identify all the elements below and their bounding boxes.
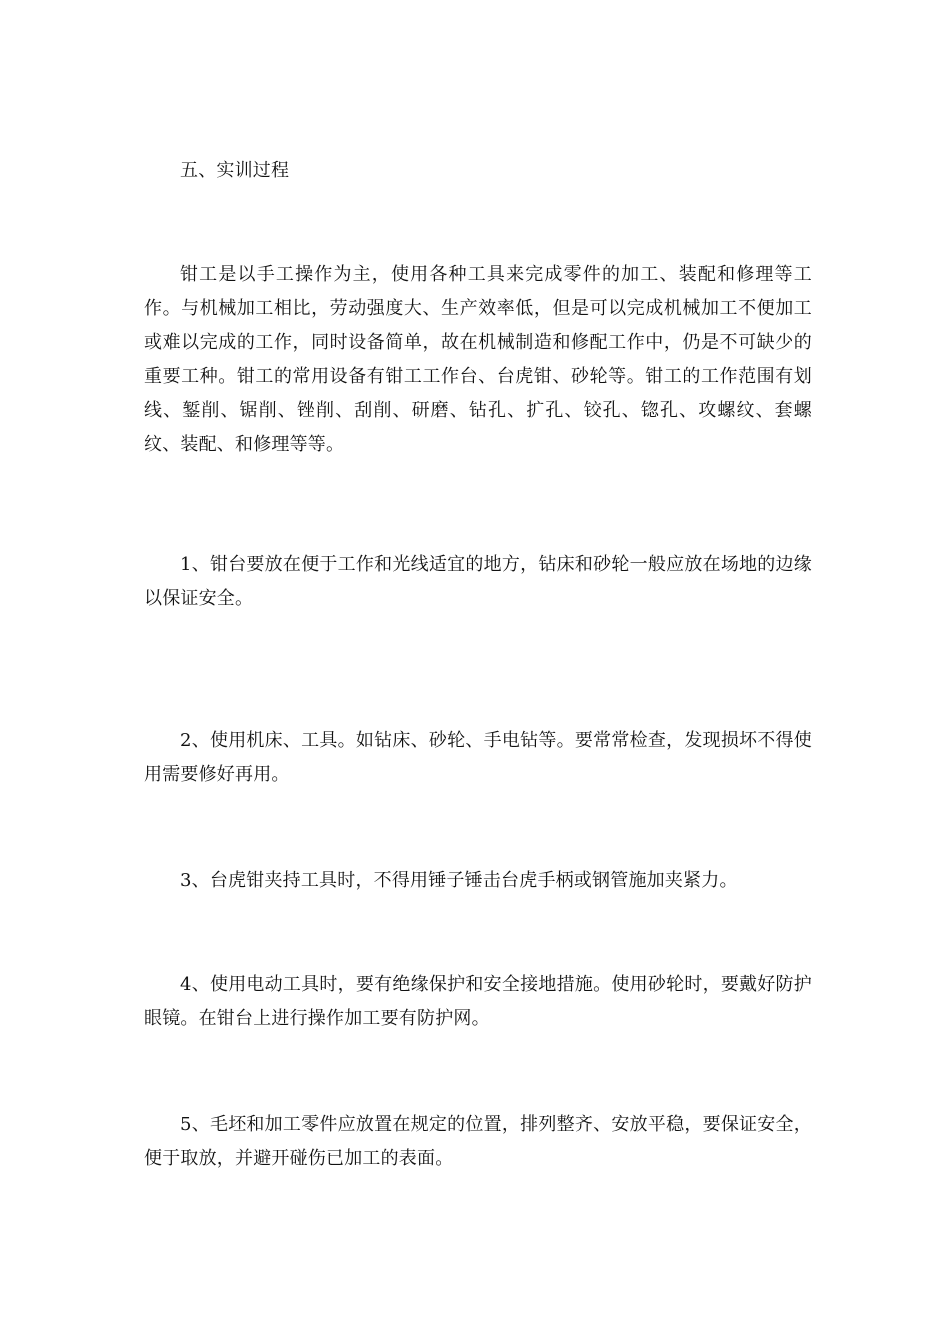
section-heading: 五、实训过程 — [180, 160, 290, 181]
list-item-2: 2、使用机床、工具。如钻床、砂轮、手电钻等。要常常检查，发现损坏不得使用需要修好再用。 — [144, 730, 812, 785]
list-item-1: 1、钳台要放在便于工作和光线适宜的地方，钻床和砂轮一般应放在场地的边缘以保证安全。 — [144, 554, 812, 609]
intro-paragraph: 钳工是以手工操作为主，使用各种工具来完成零件的加工、装配和修理等工作。与机械加工相比，劳动强度大、生产效率低，但是可以完成机械加工不便加工或难以完成的工作，同时设备简单，故在机械制造和修配工作中，仍是不可缺少的重要工种。钳工的常用设备有钳工工作台、台虎钳、砂轮等。钳工的工作范围有划线、錾削、锯削、锉削、刮削、研磨、钻孔、扩孔、铰孔、锪孔、攻螺纹、套螺纹、装配、和修理等等。 — [144, 264, 812, 455]
list-item-5: 5、毛坯和加工零件应放置在规定的位置，排列整齐、安放平稳，要保证安全，便于取放，并避开碰伤已加工的表面。 — [144, 1114, 812, 1169]
list-item-4: 4、使用电动工具时，要有绝缘保护和安全接地措施。使用砂轮时，要戴好防护眼镜。在钳台上进行操作加工要有防护网。 — [144, 974, 812, 1029]
list-item-3: 3、台虎钳夹持工具时，不得用锤子锤击台虎手柄或钢管施加夹紧力。 — [180, 870, 738, 891]
